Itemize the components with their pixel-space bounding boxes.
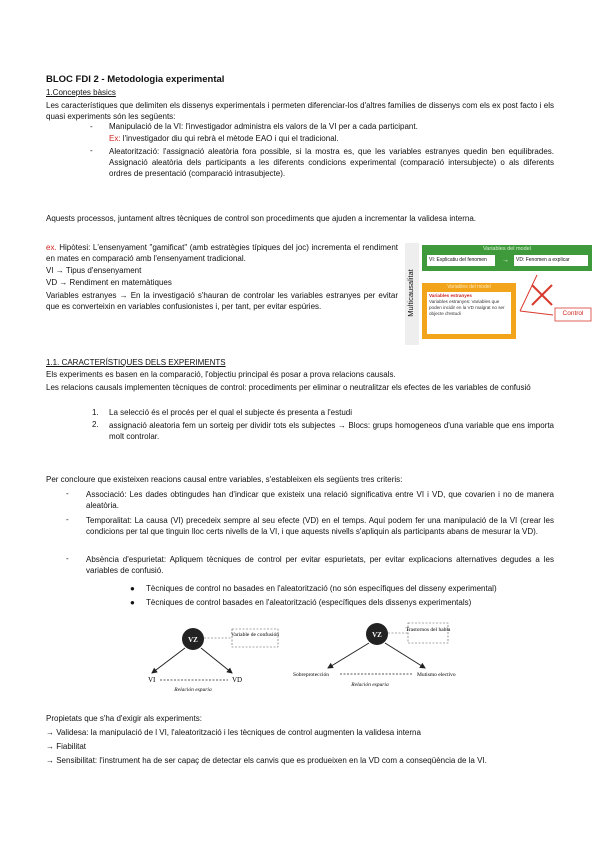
vi-line: VI → Tipus d'ensenyament [46, 266, 142, 275]
dash-bullet: - [90, 146, 93, 155]
spurious-relation-figure [130, 618, 470, 700]
extraneous-title: Variables estranyes [429, 293, 472, 298]
vi-label: VI [148, 676, 156, 684]
section-heading-basics: 1.Conceptes bàsics [46, 88, 116, 97]
section-heading-characteristics: 1.1. CARACTERÍSTIQUES DELS EXPERIMENTS [46, 358, 226, 367]
list-number: 2. [92, 420, 99, 429]
bullet-manipulation: Manipulació de la VI: l'investigador administra els valors de la VI per a cada participant. [109, 122, 418, 131]
arrow-to-mutism [385, 643, 425, 668]
extraneous-paragraph: Variables estranyes → En la investigació s'hauran de controlar les variables estranyes per evitar que es converteixin en variables confusionistes i, per tant, per evitar espúries. [46, 291, 398, 311]
mutism-label: Mutismo electivo [417, 672, 456, 678]
subitem-non-random-techniques: Tècniques de control no basades en l'aleatorització (no són específiques del disseny experimental) [146, 584, 497, 593]
example-label: Ex: [109, 134, 121, 143]
processes-paragraph: Aquests processos, juntament altres tècniques de control son procediments que ajuden a incrementar la validesa interna. [46, 214, 477, 223]
bullet-dot-icon: ● [130, 584, 135, 593]
overprotection-label: Sobreprotección [293, 672, 330, 678]
experiments-basis: Els experiments es basen en la comparació, l'objectiu principal és posar a prova relacions causals. [46, 370, 396, 379]
example-line [109, 134, 339, 144]
vz-node-label: VZ [372, 631, 382, 639]
property-sensitivity: → Sensibilitat: l'instrument ha de ser capaç de detectar els canvis que es produeixen en la VD com a conseqüència de la VI. [46, 756, 487, 765]
side-label: Multicausalitat [406, 269, 415, 317]
criterion-temporality: Temporalitat: La causa (VI) precedeix sempre al seu efecte (VD) en el temps. Aquí podem fer una manipulació de la VI (crear les condicions per tal que tinguin lloc certs nivells de la VI, i que aquests nivells s'apliquin als participants abans de mesurar la VD). [86, 516, 554, 536]
control-link [520, 311, 553, 315]
figure-overlay [405, 243, 595, 345]
criterion-spuriousness: Absència d'espurietat: Apliquem tècniques de control per evitar espurietats, per evitar explicacions alternatives degudes a les variables de confusió. [86, 555, 554, 575]
arrow-to-vi [152, 648, 185, 673]
numbered-item-selection: La selecció és el procés per el qual el subjecte és presenta a l'estudi [109, 408, 353, 417]
arrow-right-icon: → [502, 257, 509, 264]
multicausality-figure [405, 243, 595, 345]
example-text: l'investigador diu qui rebrà el mètode EAO i qui el tradicional. [120, 134, 339, 143]
hypothesis-paragraph [46, 242, 398, 264]
caption-right: Relación espuria [351, 682, 389, 688]
arrow-to-vd [201, 648, 232, 673]
dash-bullet: - [90, 122, 93, 131]
criterion-association: Associació: Les dades obtingudes han d'indicar que existeix una relació significativa entre VI i VD, que covarien i no de manera aleatòria. [86, 490, 554, 510]
vd-box: VD: Fenomen a explicar [514, 255, 588, 266]
list-number: 1. [92, 408, 99, 417]
dash-bullet: - [66, 489, 69, 498]
vd-line: VD → Rendiment en matemàtiques [46, 278, 172, 287]
extraneous-header: Variables del model [447, 284, 491, 290]
intro-paragraph: Les característiques que delimiten els dissenys experimentals i permeten diferenciar-los d'altres famílies de dissenys com els ex post facto i els quasi experiments són les següents: [46, 101, 554, 121]
vz-node-label: VZ [188, 636, 198, 644]
property-reliability: → Fiabilitat [46, 742, 87, 751]
page-title: BLOC FDI 2 - Metodologia experimental [46, 74, 225, 85]
criteria-intro: Per concloure que existeixen reacions causal entre variables, s'estableixen els següents tres criteris: [46, 475, 403, 484]
vd-label: VD [232, 676, 243, 684]
confounder-box-line [231, 631, 279, 638]
dash-bullet: - [66, 554, 69, 563]
bullet-randomization: Aleatorització: l'assignació aleatòria fora possible, si la mostra es, que les variables estranyes quedin ben equilibrades. Assignació aleatòria dels participants a les diferents condicions experimental (comparació intersubjecte) o als diferents ordres de presentació (comparació intrasubjecte). [109, 147, 554, 178]
bullet-dot-icon: ● [130, 598, 135, 607]
properties-heading: Propietats que s'ha d'exigir als experiments: [46, 714, 203, 723]
arrow-to-overprotection [328, 643, 369, 668]
confounder-box-text: Variable de confusión [231, 632, 279, 638]
speech-disorder-box [408, 623, 448, 643]
causal-relations-paragraph: Les relacions causals implementen tècniques de control: procediments per eliminar o neutralitzar els efectes de les variables de confusió [46, 383, 531, 392]
numbered-item-assignment: assignació aleatoria fem un sorteig per dividir tots els subjectes → Blocs: grups homogeneos d'una variable que ens importa molt controlar. [109, 421, 554, 441]
property-validity: → Validesa: la manipulació de l VI, l'aleatorització i les tècniques de control augmenten la validesa interna [46, 728, 421, 737]
hypothesis-text: Hipòtesi: L'ensenyament "gamificat" (amb estratègies típiques del joc) incrementa el rendiment en mates en comparació amb l'ensenyament tradicional. [46, 243, 398, 263]
example-label: ex. [46, 243, 57, 252]
extraneous-description: Variables estranyes: Variables que poden incidir en la VD malgrat no ser objecte d'estudi [429, 299, 505, 316]
subitem-random-techniques: Tècniques de control basades en l'aleatorització (específiques dels dissenys experimentals) [146, 598, 472, 607]
model-variables-header: Variables del model [483, 246, 531, 252]
vi-box: VI: Explicatiu del fenomen [427, 255, 495, 266]
dash-bullet: - [66, 515, 69, 524]
control-label: Control [562, 310, 584, 317]
influence-arrow-up [520, 275, 537, 311]
caption-left: Relación espuria [174, 687, 212, 693]
speech-disorder-text: Trastornos del habla [405, 627, 451, 633]
